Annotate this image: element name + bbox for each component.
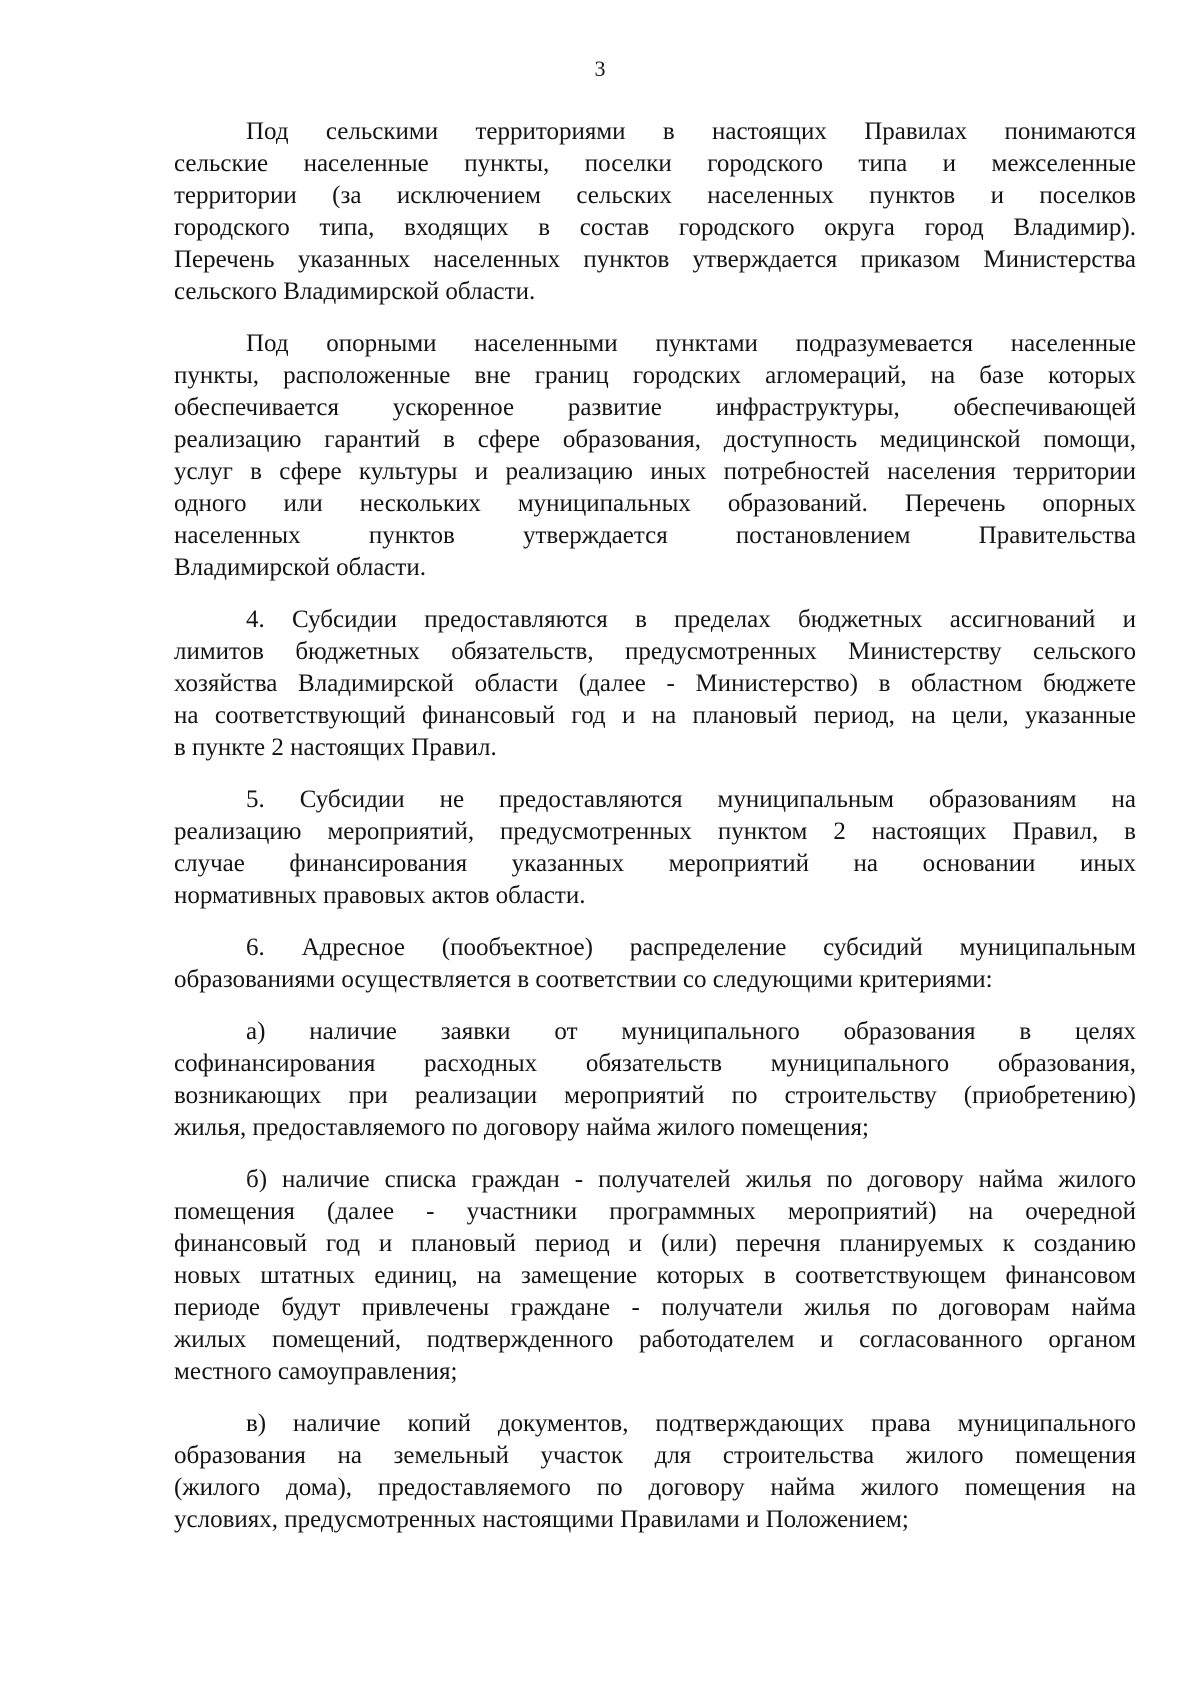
text-line: сельского Владимирской области. [174,278,536,305]
text-line: пункты, расположенные вне границ городских агломераций, на базе которых [174,362,1136,389]
paragraph-criterion-a [174,1016,1136,1144]
text-line: возникающих при реализации мероприятий по строительству (приобретению) [174,1082,1136,1109]
text-line: городского типа, входящих в состав городского округа город Владимир). [174,214,1136,241]
text-line: жилых помещений, подтвержденного работодателем и согласованного органом [174,1326,1136,1353]
paragraph-item-6 [174,932,1136,996]
text-line: периоде будут привлечены граждане - получатели жилья по договорам найма [174,1294,1136,1321]
paragraph-criterion-b [174,1164,1136,1388]
text-line: помещения (далее - участники программных мероприятий) на очередной [174,1198,1136,1225]
paragraph-item-5 [174,784,1136,912]
text-line: местного самоуправления; [174,1358,458,1385]
text-line: образованиями осуществляется в соответствии со следующими критериями: [174,966,993,993]
text-line: жилья, предоставляемого по договору найма жилого помещения; [174,1114,869,1141]
text-line: софинансирования расходных обязательств муниципального образования, [174,1050,1136,1077]
text-line: сельские населенные пункты, поселки городского типа и межселенные [174,150,1136,177]
text-line: 5. Субсидии не предоставляются муниципальным образованиям на [246,786,1136,813]
text-line: услуг в сфере культуры и реализацию иных потребностей населения территории [174,458,1136,485]
text-line: (жилого дома), предоставляемого по договору найма жилого помещения на [174,1474,1136,1501]
text-line: на соответствующий финансовый год и на плановый период, на цели, указанные [174,702,1136,729]
text-line: одного или нескольких муниципальных образований. Перечень опорных [174,490,1136,517]
text-line: 4. Субсидии предоставляются в пределах бюджетных ассигнований и [246,606,1136,633]
text-line: финансовый год и плановый период и (или) перечня планируемых к созданию [174,1230,1136,1257]
text-line: Под сельскими территориями в настоящих Правилах понимаются [246,118,1136,145]
text-line: Владимирской области. [174,554,426,581]
paragraph-rural-territories [174,116,1136,308]
text-line: обеспечивается ускоренное развитие инфраструктуры, обеспечивающей [174,394,1136,421]
text-line: образования на земельный участок для строительства жилого помещения [174,1442,1136,1469]
text-line: случае финансирования указанных мероприятий на основании иных [174,850,1136,877]
text-line: в пункте 2 настоящих Правил. [174,734,497,761]
text-line: 6. Адресное (пообъектное) распределение субсидий муниципальным [246,934,1136,961]
text-line: б) наличие списка граждан - получателей жилья по договору найма жилого [246,1166,1136,1193]
paragraph-item-4 [174,604,1136,764]
text-line: Под опорными населенными пунктами подразумевается населенные [246,330,1136,357]
text-line: лимитов бюджетных обязательств, предусмотренных Министерству сельского [174,638,1136,665]
text-line: реализацию мероприятий, предусмотренных пунктом 2 настоящих Правил, в [174,818,1136,845]
text-line: Перечень указанных населенных пунктов утверждается приказом Министерства [174,246,1136,273]
text-line: территории (за исключением сельских населенных пунктов и поселков [174,182,1136,209]
text-line: нормативных правовых актов области. [174,882,586,909]
text-line: реализацию гарантий в сфере образования, доступность медицинской помощи, [174,426,1136,453]
paragraph-support-settlements [174,328,1136,584]
text-line: в) наличие копий документов, подтверждающих права муниципального [246,1410,1136,1437]
text-line: хозяйства Владимирской области (далее - Министерство) в областном бюджете [174,670,1136,697]
text-line: условиях, предусмотренных настоящими Правилами и Положением; [174,1506,909,1533]
text-line: а) наличие заявки от муниципального образования в целях [246,1018,1136,1045]
text-line: населенных пунктов утверждается постановлением Правительства [174,522,1136,549]
text-line: новых штатных единиц, на замещение которых в соответствующем финансовом [174,1262,1136,1289]
paragraph-criterion-v [174,1408,1136,1536]
page-number: 3 [594,56,606,81]
document-body [174,116,1136,1556]
